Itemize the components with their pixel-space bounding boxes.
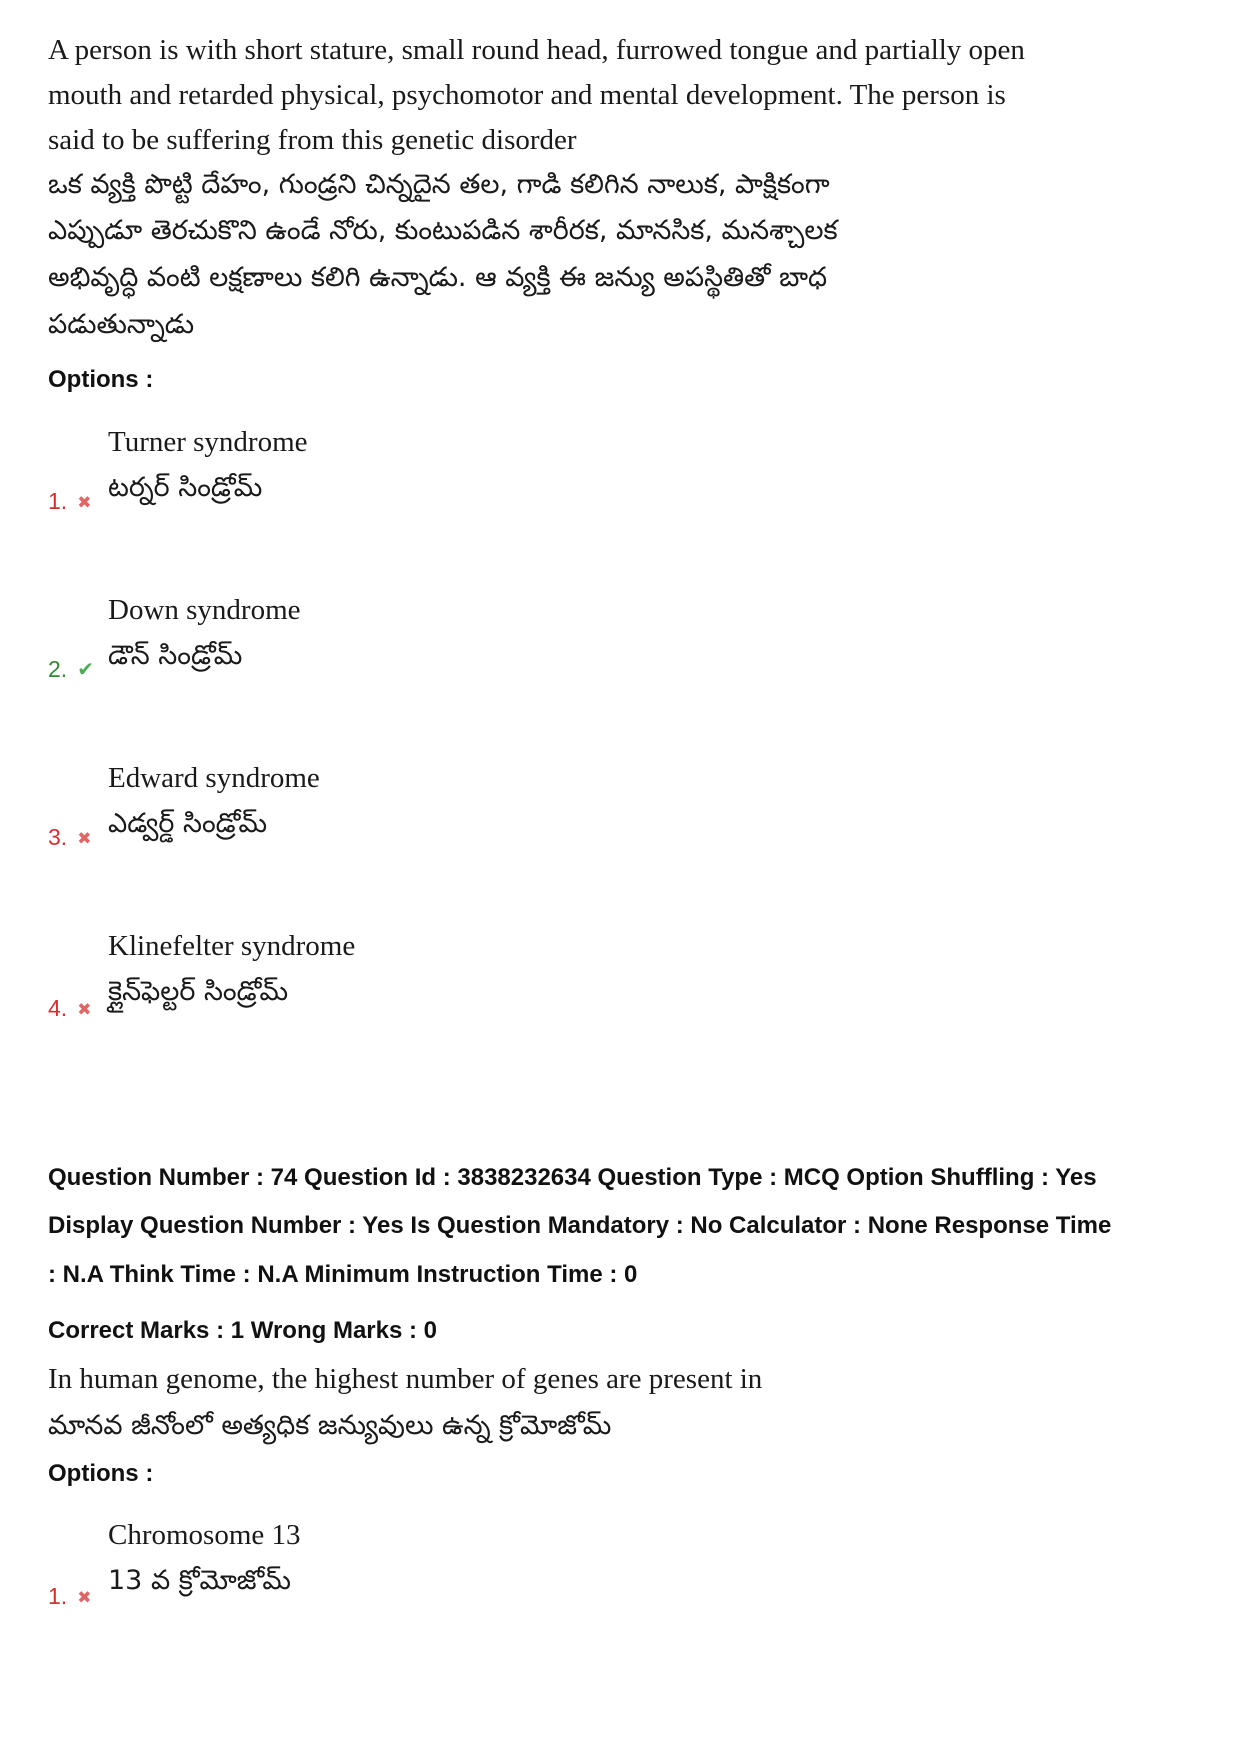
option-2-english: Down syndrome (108, 594, 301, 626)
option-number-text: 3. (48, 824, 68, 850)
q74-option-1-number (48, 1582, 91, 1612)
option-number-text: 4. (48, 995, 68, 1021)
question-73-telugu-line-3: అభివృద్ధి వంటి లక్షణాలు కలిగి ఉన్నాడు. ఆ వ్యక్తి ఈ జన్యు అపస్థితితో బాధ (48, 262, 828, 293)
option-number-text: 2. (48, 656, 68, 682)
question-73-english-line-1: A person is with short stature, small round head, furrowed tongue and partially open (48, 34, 1025, 66)
option-1-number (48, 487, 91, 517)
wrong-cross-icon: ✖ (77, 493, 92, 512)
wrong-cross-icon: ✖ (77, 1000, 92, 1019)
option-1-telugu: టర్నర్ సిండ్రోమ్ (108, 472, 263, 503)
option-3-number (48, 823, 91, 853)
q74-option-1-english: Chromosome 13 (108, 1519, 301, 1551)
option-4-number (48, 994, 91, 1024)
question-74-english: In human genome, the highest number of genes are present in (48, 1363, 763, 1395)
option-4-english: Klinefelter syndrome (108, 930, 356, 962)
option-3-english: Edward syndrome (108, 762, 320, 794)
option-2-number (48, 655, 94, 684)
question-74-meta-line-2: Display Question Number : Yes Is Question Mandatory : No Calculator : None Response Time (48, 1212, 1112, 1239)
option-3-telugu: ఎడ్వర్డ్ సిండ్రోమ్ (108, 808, 268, 839)
q74-option-1-telugu: 13 వ క్రోమోజోమ్ (108, 1565, 291, 1596)
option-4-telugu: క్లైన్‌ఫెల్టర్ సిండ్రోమ్ (108, 976, 289, 1007)
question-74-meta-line-1: Question Number : 74 Question Id : 3838232634 Question Type : MCQ Option Shuffling : Yes (48, 1164, 1097, 1191)
question-73-english-line-2: mouth and retarded physical, psychomotor and mental development. The person is (48, 79, 1006, 111)
option-number-text: 1. (48, 488, 68, 514)
option-2-telugu: డౌన్ సిండ్రోమ్ (108, 640, 243, 671)
wrong-cross-icon: ✖ (77, 1588, 92, 1607)
option-1-english: Turner syndrome (108, 426, 308, 458)
question-73-telugu-line-1: ఒక వ్యక్తి పొట్టి దేహం, గుండ్రని చిన్నదైన తల, గాడి కలిగిన నాలుక, పాక్షికంగా (48, 169, 830, 200)
option-number-text: 1. (48, 1583, 68, 1609)
question-73-telugu-line-4: పడుతున్నాడు (48, 309, 195, 340)
wrong-cross-icon: ✖ (77, 829, 92, 848)
correct-check-icon: ✔ (77, 659, 94, 681)
question-74-meta-line-3: : N.A Think Time : N.A Minimum Instruction Time : 0 (48, 1261, 638, 1288)
question-73-english-line-3: said to be suffering from this genetic disorder (48, 124, 577, 156)
question-73-telugu-line-2: ఎప్పుడూ తెరచుకొని ఉండే నోరు, కుంటుపడిన శారీరక, మానసిక, మనశ్చాలక (48, 215, 838, 246)
question-74-marks: Correct Marks : 1 Wrong Marks : 0 (48, 1317, 438, 1344)
question-74-telugu: మానవ జీనోంలో అత్యధిక జన్యువులు ఉన్న క్రోమోజోమ్ (48, 1410, 612, 1441)
question-74-options-label: Options : (48, 1460, 154, 1487)
question-73-options-label: Options : (48, 366, 154, 393)
